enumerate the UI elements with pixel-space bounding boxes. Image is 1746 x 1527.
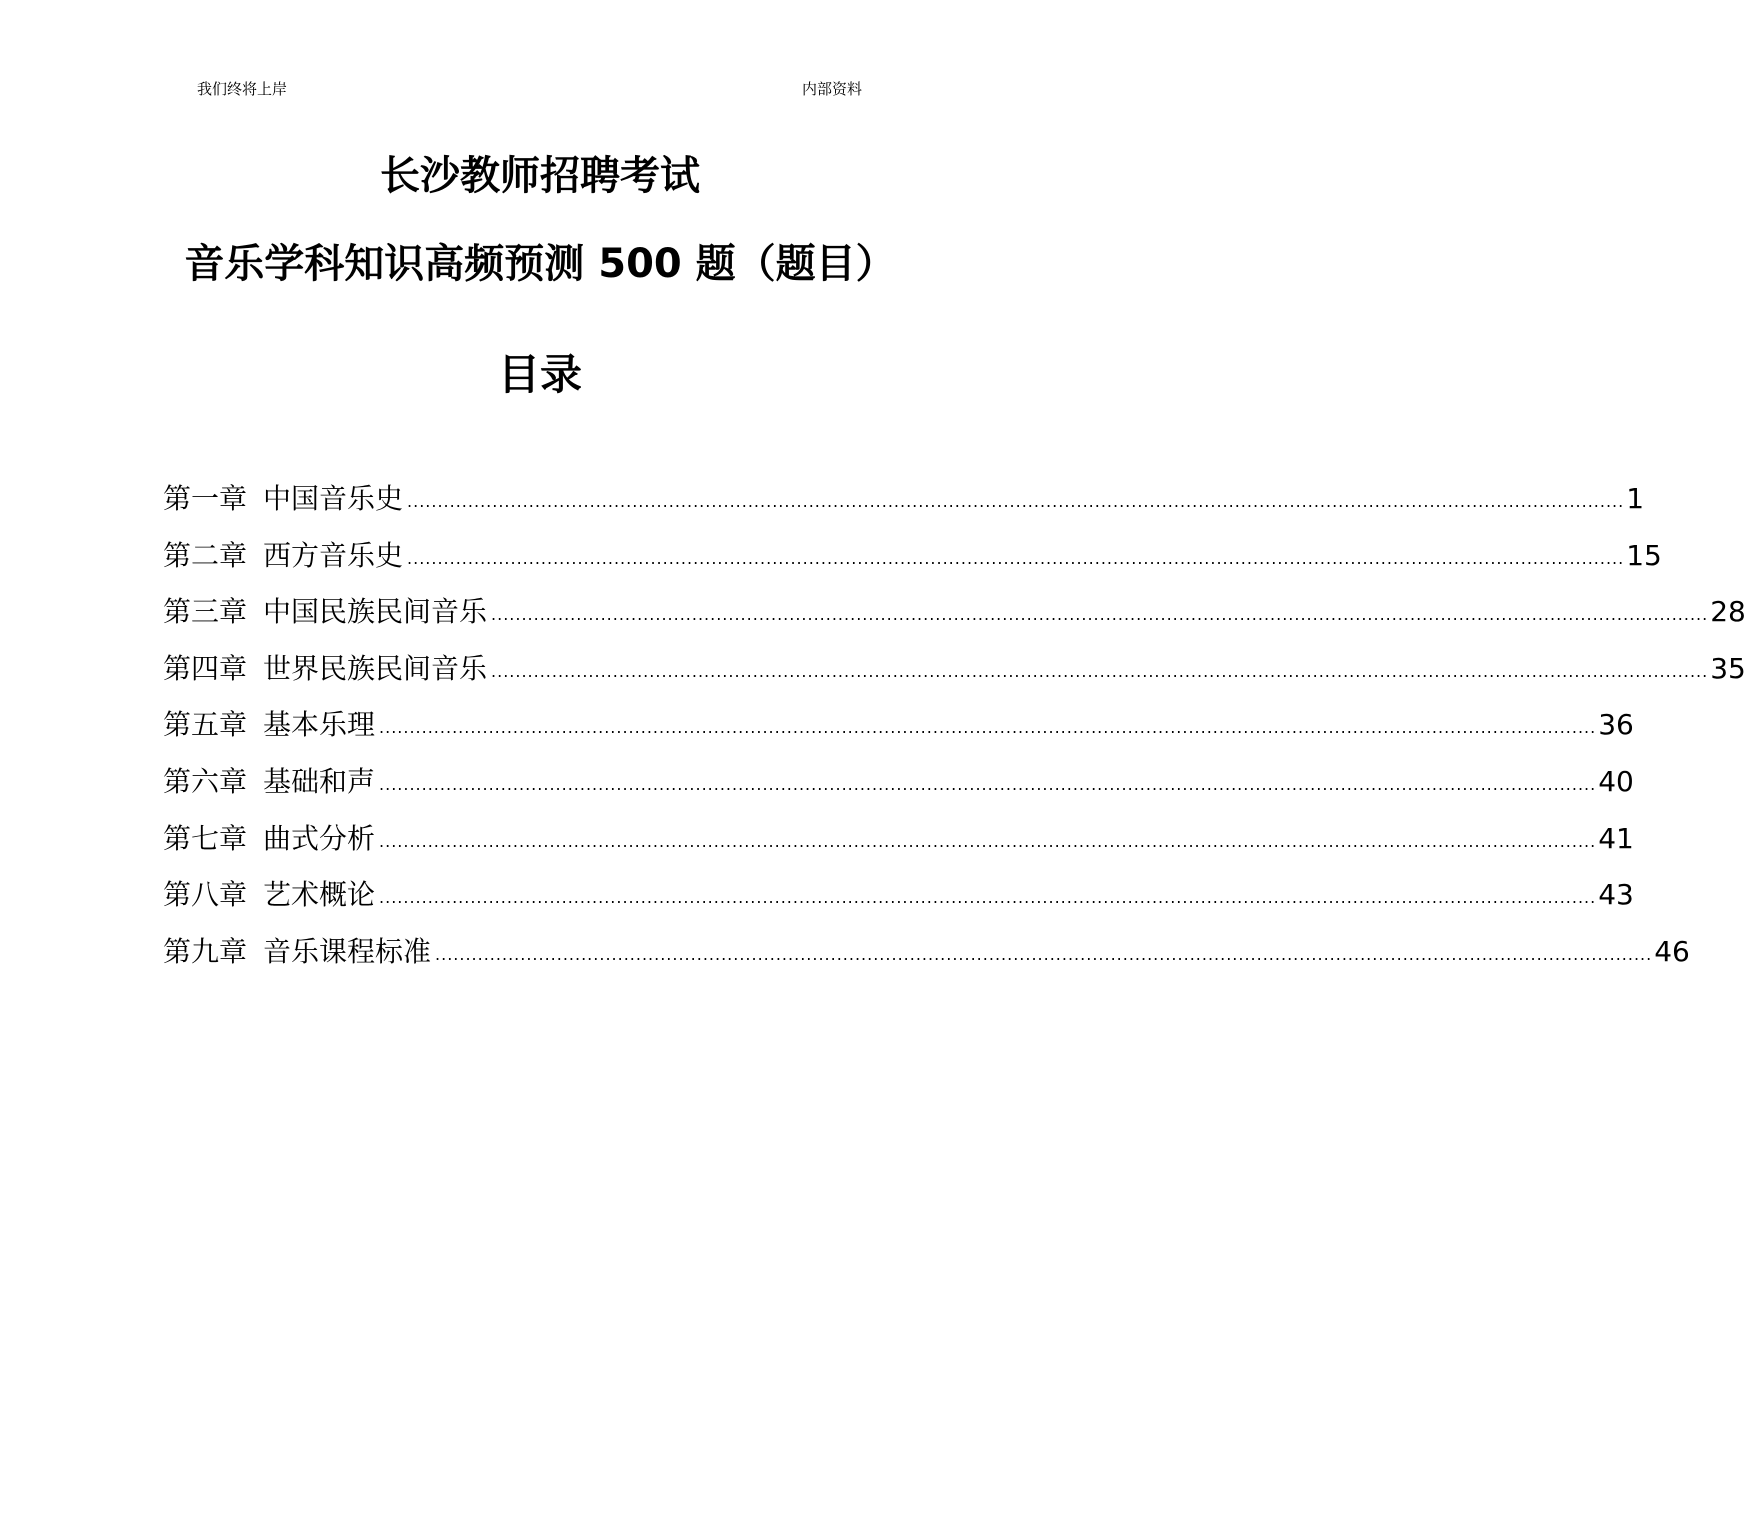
toc-chapter-label: 第二章 xyxy=(163,538,248,572)
toc-page-number: 36 xyxy=(1598,708,1634,742)
header-right-text: 内部资料 xyxy=(802,80,863,98)
toc-page-number: 1 xyxy=(1626,482,1645,515)
toc-chapter-name: 音乐课程标准 xyxy=(263,934,432,968)
toc-chapter-label: 第六章 xyxy=(163,764,248,798)
toc-page-number: 43 xyxy=(1598,878,1634,912)
toc-dot-leader: ........................................................................................................................................................................................................ xyxy=(491,605,1709,625)
toc-page-number: 35 xyxy=(1710,651,1746,685)
toc-chapter-label: 第七章 xyxy=(163,821,248,855)
toc-page-number: 41 xyxy=(1598,821,1634,855)
toc-entry-6[interactable] xyxy=(163,757,1634,814)
toc-entry-3[interactable] xyxy=(163,587,1746,644)
toc-chapter-label: 第四章 xyxy=(163,651,248,685)
toc-dot-leader: ........................................................................................................................................................................................................ xyxy=(379,774,1597,794)
toc-entry-5[interactable] xyxy=(163,700,1634,757)
toc-dot-leader: ........................................................................................................................................................................................................ xyxy=(407,492,1625,511)
toc-chapter-name: 中国音乐史 xyxy=(263,482,404,515)
toc-page-number: 15 xyxy=(1626,538,1662,572)
toc-entry-2[interactable] xyxy=(163,531,1662,588)
toc-page-number: 40 xyxy=(1598,764,1634,798)
toc-page-number: 28 xyxy=(1710,595,1746,629)
toc-entry-4[interactable] xyxy=(163,644,1746,701)
toc-chapter-name: 西方音乐史 xyxy=(263,538,404,572)
toc-page-number: 46 xyxy=(1654,934,1690,968)
toc-dot-leader: ........................................................................................................................................................................................................ xyxy=(379,831,1597,851)
table-of-contents xyxy=(163,474,1746,983)
toc-chapter-name: 艺术概论 xyxy=(263,878,376,912)
toc-dot-leader: ........................................................................................................................................................................................................ xyxy=(491,661,1709,681)
toc-chapter-label: 第五章 xyxy=(163,708,248,742)
toc-entry-9[interactable] xyxy=(163,927,1690,984)
toc-chapter-name: 基础和声 xyxy=(263,764,376,798)
toc-chapter-label: 第一章 xyxy=(163,482,248,515)
toc-chapter-name: 基本乐理 xyxy=(263,708,376,742)
header-left-text: 我们终将上岸 xyxy=(197,80,288,98)
toc-dot-leader: ........................................................................................................................................................................................................ xyxy=(379,718,1597,738)
toc-chapter-label: 第九章 xyxy=(163,934,248,968)
toc-chapter-name: 世界民族民间音乐 xyxy=(263,651,488,685)
toc-dot-leader: ........................................................................................................................................................................................................ xyxy=(407,548,1625,568)
toc-entry-7[interactable] xyxy=(163,814,1634,871)
toc-chapter-label: 第三章 xyxy=(163,595,248,629)
toc-chapter-name: 中国民族民间音乐 xyxy=(263,595,488,629)
toc-chapter-name: 曲式分析 xyxy=(263,821,376,855)
toc-chapter-label: 第八章 xyxy=(163,878,248,912)
toc-dot-leader: ........................................................................................................................................................................................................ xyxy=(435,944,1653,964)
toc-entry-8[interactable] xyxy=(163,870,1634,927)
toc-dot-leader: ........................................................................................................................................................................................................ xyxy=(379,888,1597,908)
document-title-line2: 音乐学科知识高频预测 500 题（题目） xyxy=(184,241,896,287)
toc-entry-1[interactable] xyxy=(163,474,1645,531)
toc-heading: 目录 xyxy=(497,350,582,399)
document-title-line1: 长沙教师招聘考试 xyxy=(380,153,700,199)
